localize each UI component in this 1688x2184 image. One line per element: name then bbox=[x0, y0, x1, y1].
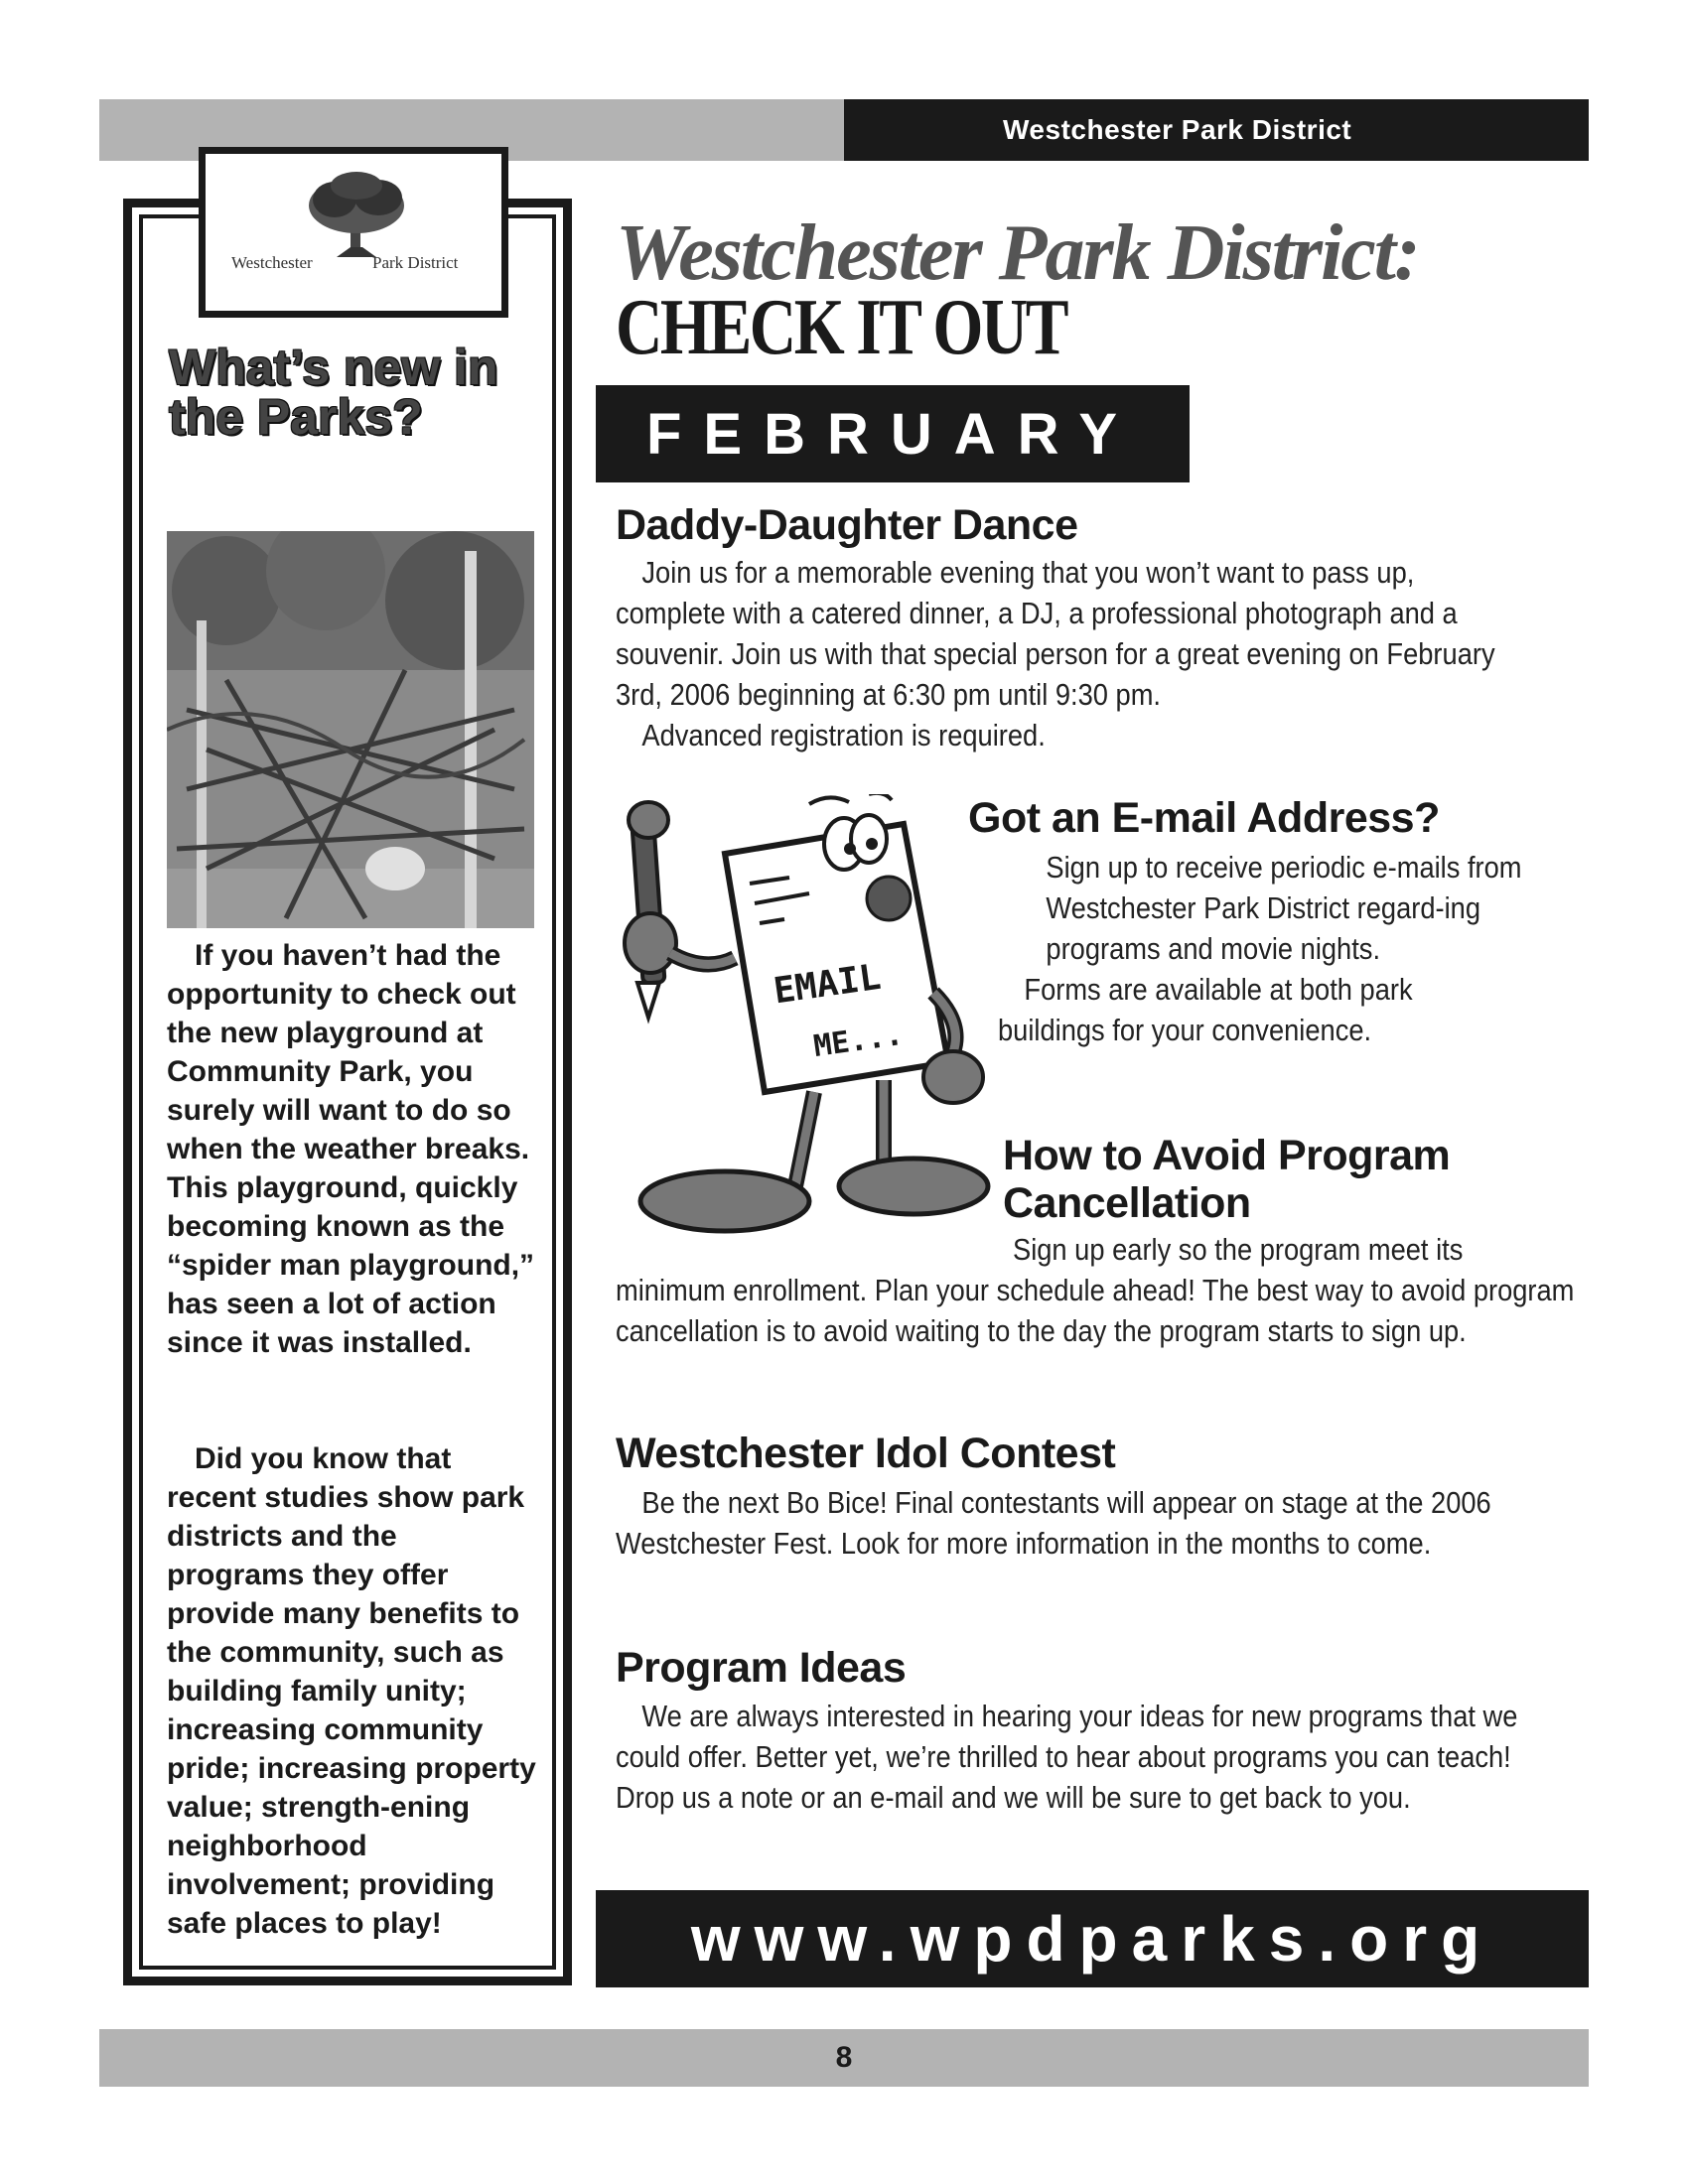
section-heading-email: Got an E-mail Address? bbox=[968, 794, 1440, 842]
page-title-line-1: Westchester Park District: bbox=[616, 209, 1419, 297]
logo-text-right: Park District bbox=[372, 253, 459, 272]
footer-band bbox=[99, 2029, 1589, 2087]
section-body-daddy-daughter bbox=[616, 552, 1507, 755]
tree-icon bbox=[227, 172, 486, 261]
section-heading-idol-contest: Westchester Idol Contest bbox=[616, 1430, 1116, 1477]
page-title-line-2: CHECK IT OUT bbox=[616, 284, 1067, 371]
cartoon-me-text: ME... bbox=[811, 1017, 906, 1065]
avoid-body-first-line: Sign up early so the program meet its bbox=[1013, 1232, 1464, 1267]
email-forms-note: Forms are available at both park buildings for your convenience. bbox=[998, 972, 1413, 1047]
sidebar-paragraph-benefits: Did you know that recent studies show park districts and the programs they offer provide many benefits to the community, such as building family unity; increasing community pride; increasing property value; strength-ening neighborhood involvement; providing safe places to play! bbox=[167, 1442, 536, 1940]
sidebar-paragraph-playground: If you haven’t had the opportunity to check out the new playground at Community Park, you surely will want to do so when the weather breaks. This playground, quickly becoming known as the “spider man playground,” has seen a lot of action since it was installed. bbox=[167, 939, 535, 1359]
cartoon-email-text: EMAIL bbox=[771, 956, 884, 1013]
website-url: www.wpdparks.org bbox=[690, 1903, 1494, 1975]
sidebar-heading: What’s new in the Parks? bbox=[169, 340, 498, 445]
header-org-name: Westchester Park District bbox=[1003, 114, 1352, 145]
page-number: 8 bbox=[835, 2041, 853, 2074]
section-body-email bbox=[998, 847, 1522, 1050]
section-body-program-ideas: We are always interested in hearing your ideas for new programs that we could offer. Better yet, we’re thrilled to hear about programs you can teach! Drop us a note or an e-mail and we will be sure to get back to you. bbox=[616, 1699, 1518, 1815]
section-heading-daddy-daughter: Daddy-Daughter Dance bbox=[616, 501, 1078, 549]
playground-photo bbox=[167, 531, 534, 928]
website-banner bbox=[596, 1890, 1589, 1987]
avoid-body-rest: minimum enrollment. Plan your schedule ahead! The best way to avoid program cancellation is to avoid waiting to the day the program starts to sign up. bbox=[616, 1273, 1575, 1348]
section-heading-program-ideas: Program Ideas bbox=[616, 1644, 907, 1692]
logo-text-left: Westchester bbox=[231, 253, 313, 272]
section-heading-avoid-cancellation: How to Avoid Program Cancellation bbox=[1003, 1132, 1451, 1227]
section-body-idol-contest: Be the next Bo Bice! Final contestants will appear on stage at the 2006 Westchester Fest. Look for more information in the months to come. bbox=[616, 1485, 1491, 1561]
header-title-bar bbox=[844, 99, 1589, 161]
month-label: FEBRUARY bbox=[645, 401, 1140, 467]
month-banner bbox=[596, 385, 1190, 482]
daddy-registration-note: Advanced registration is required. bbox=[641, 718, 1046, 752]
email-me-cartoon bbox=[616, 794, 1013, 1251]
park-district-logo bbox=[199, 147, 508, 318]
daddy-body-paragraph: Join us for a memorable evening that you won’t want to pass up, complete with a catered dinner, a DJ, a professional photograph and a souvenir. Join us with that special person for a great evening on February 3rd, 2006 beginning at 6:30 pm until 9:30 pm. bbox=[616, 555, 1495, 712]
email-body-paragraph: Sign up to receive periodic e-mails from Westchester Park District regard-ing programs and movie nights. bbox=[1046, 850, 1522, 966]
